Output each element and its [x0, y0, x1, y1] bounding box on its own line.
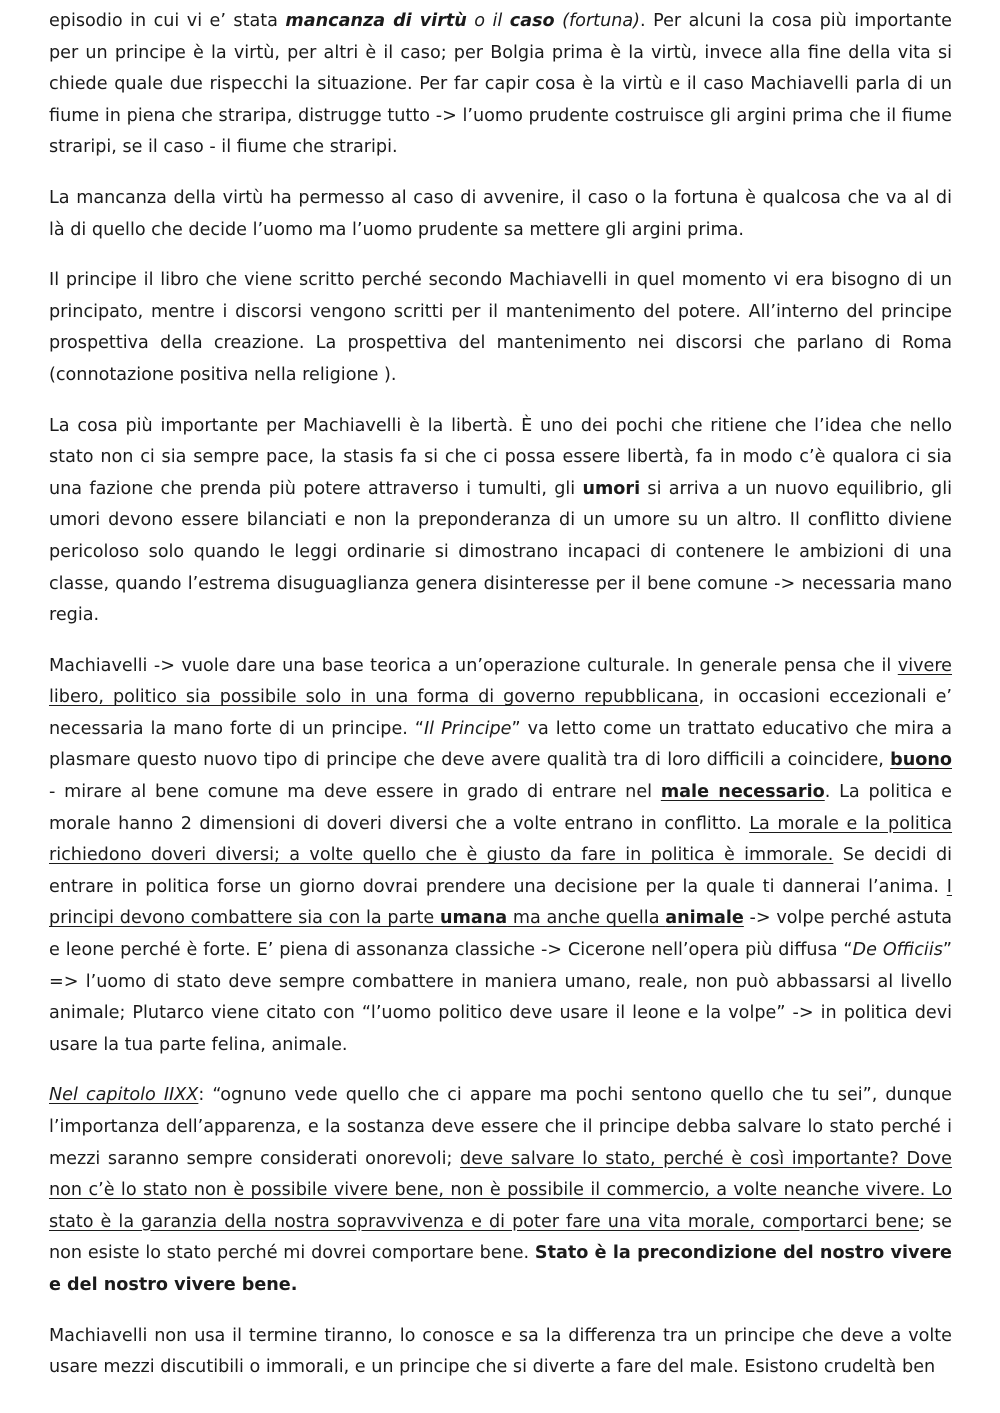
text: - mirare al bene comune ma deve essere in grado di entrare nel [49, 782, 661, 803]
paragraph-7: Machiavelli non usa il termine tiranno, lo conosce e sa la differenza tra un principe che deve a volte usare mezzi discutibili o immorali, e un principe che si diverte a fare del male. Esistono crudeltà ben [49, 1325, 952, 1378]
text: Se decidi di entrare in politica forse un giorno dovrai prendere una decisione per la quale ti dannerai l’anima. [49, 845, 953, 897]
paragraph-2: La mancanza della virtù ha permesso al caso di avvenire, il caso o la fortuna è qualcosa che va al di là di quello che decide l’uomo ma l’uomo prudente sa mettere gli argini prima. [49, 187, 952, 240]
paragraph-4 [49, 411, 952, 632]
text: ; se non esiste lo stato perché mi dovrei comportare bene. [49, 1211, 952, 1264]
italic-text: o il [466, 11, 510, 31]
text: . Per alcuni la cosa più importante per un principe è la virtù, per altri è il caso; per Bolgia prima è la virtù, invece alla fine della vita si chiede quale due rispecchi la situazione. Per far capir cosa è la virtù e il caso Machiavelli parla di un fiume in piena che straripa, distrugge tutto -> l’uomo prudente costruisce gli argini prima che il fiume straripi, se il caso - il fiume che straripi. [49, 11, 952, 158]
paragraph-5 [49, 651, 952, 1062]
paragraph-1 [49, 6, 952, 164]
text: episodio in cui vi e’ stata [49, 11, 286, 31]
emphasis-text: mancanza di virtù [285, 11, 467, 31]
paragraph-6 [49, 1080, 952, 1301]
text: . La politica e morale hanno 2 dimensioni di doveri diversi che a volte entrano in conflitto. [49, 782, 952, 834]
text: -> volpe perché astuta e leone perché è forte. E’ piena di assonanza classiche -> Cicerone nell’opera più diffusa “ [49, 908, 952, 961]
text: si arriva a un nuovo equilibrio, gli umori devono essere bilanciati e non la preponderanza di un umore su un altro. Il conflitto diviene pericoloso solo quando le leggi ordinarie si dimostrano incapaci di contenere le ambizioni di una classe, quando l’estrema disuguaglianza genera disinteresse per il bene comune -> necessaria mano regia. [49, 478, 952, 626]
book-title: Il Principe [423, 718, 512, 739]
underlined-text: La morale e la politica richiedono doveri diversi; a volte quello che è giusto da fare in politica è immorale. [49, 813, 953, 866]
emphasis-text: caso [509, 11, 555, 31]
underlined-text: ma anche quella [507, 908, 666, 929]
book-title: De Officiis [852, 940, 943, 961]
text: , in occasioni eccezionali e’ necessaria la mano forte di un principe. “ [49, 687, 952, 739]
text: : “ognuno vede quello che ci appare ma pochi sentono quello che tu sei”, dunque l’importanza dell’apparenza, e la sostanza deve essere che il principe debba salvare lo stato perché i mezzi saranno sempre considerati onorevoli; [49, 1085, 952, 1169]
bold-underlined-text: buono [890, 750, 952, 771]
text: ” => l’uomo di stato deve sempre combattere in maniera umano, reale, non può abbassarsi al livello animale; Plutarco viene citato con “l’uomo politico deve usare il leone e la volpe” -> in politica devi usare la tua parte felina, animale. [49, 940, 953, 1055]
bold-text: umori [582, 478, 641, 499]
chapter-reference: Nel capitolo IIXX [49, 1085, 199, 1106]
paragraph-3: Il principe il libro che viene scritto perché secondo Machiavelli in quel momento vi era bisogno di un principato, mentre i discorsi vengono scritti per il mantenimento del potere. All’interno del principe prospettiva della creazione. La prospettiva del mantenimento nei discorsi che parlano di Roma (connotazione positiva nella religione ). [49, 270, 952, 385]
bold-underlined-text: umana [439, 908, 508, 929]
underlined-text: I principi devono combattere sia con la parte [49, 876, 952, 929]
document-page [49, 6, 952, 1403]
underlined-text: vivere libero, politico sia possibile solo in una forma di governo repubblicana [49, 655, 952, 708]
bold-underlined-text: male necessario [660, 782, 825, 803]
text: La cosa più importante per Machiavelli è la libertà. È uno dei pochi che ritiene che l’idea che nello stato non ci sia sempre pace, la stasis fa si che ci possa essere libertà, fa in modo c’è qualora ci sia una fazione che prenda più potere attraverso i tumulti, gli [49, 415, 952, 499]
italic-text: (fortuna) [554, 11, 641, 31]
underlined-text: deve salvare lo stato, perché è così importante? Dove non c’è lo stato non è possibile vivere bene, non è possibile il commercio, a volte neanche vivere. Lo stato è la garanzia della nostra sopravvivenza e di poter fare una vita morale, comportarci bene [49, 1148, 953, 1232]
bold-underlined-text: animale [665, 908, 744, 929]
text: ” va letto come un trattato educativo che mira a plasmare questo nuovo tipo di principe che deve avere qualità tra di loro difficili a coincidere, [49, 718, 952, 771]
bold-text: Stato è la precondizione del nostro vivere e del nostro vivere bene. [49, 1243, 952, 1295]
text: Machiavelli -> vuole dare una base teorica a un’operazione culturale. In generale pensa che il [49, 655, 898, 676]
